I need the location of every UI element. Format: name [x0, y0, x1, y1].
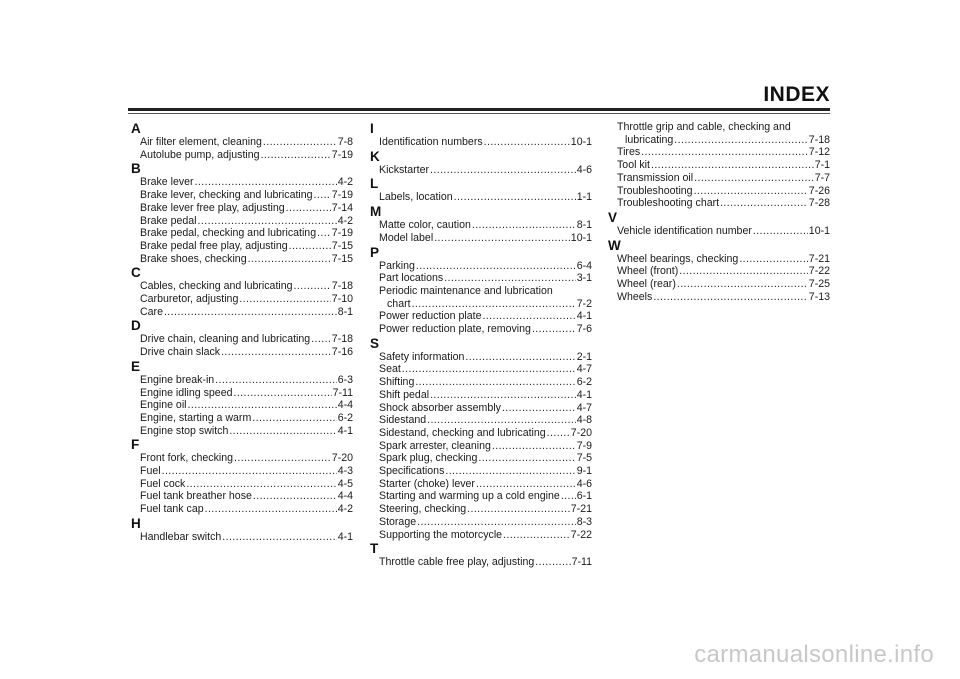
- index-letter-heading: K: [370, 148, 380, 164]
- index-entry-label: Drive chain, cleaning and lubricating: [140, 333, 311, 346]
- dot-leader: [674, 134, 808, 147]
- dot-leader: [694, 185, 808, 198]
- index-entry-label: Wheels: [617, 290, 653, 303]
- dot-leader: [476, 478, 576, 491]
- index-entry-label: Engine stop switch: [140, 424, 229, 437]
- dot-leader: [186, 478, 336, 491]
- dot-leader: [503, 529, 570, 542]
- index-entry: [608, 146, 830, 159]
- dot-leader: [502, 402, 576, 415]
- dot-leader: [188, 399, 337, 412]
- index-entry: [370, 389, 592, 402]
- index-entry-label: Brake lever free play, adjusting: [140, 201, 285, 214]
- index-letter-heading: B: [131, 161, 141, 177]
- index-column-2: [370, 121, 592, 569]
- index-entry: [131, 306, 353, 319]
- index-entry: [131, 503, 353, 516]
- dot-leader: [547, 427, 570, 440]
- index-entry-page: 7-2: [576, 297, 592, 310]
- index-entry-label: Brake lever: [140, 176, 194, 189]
- index-entry-label: Wheel (rear): [617, 278, 676, 291]
- index-letter-heading: I: [370, 121, 374, 136]
- index-entry-page: 7-18: [331, 280, 353, 293]
- index-entry-label: Carburetor, adjusting: [140, 293, 239, 306]
- dot-leader: [162, 465, 337, 478]
- index-entry-label: Shock absorber assembly: [379, 401, 501, 414]
- index-entry: [370, 556, 592, 569]
- page-title: INDEX: [763, 83, 830, 106]
- index-entry: [370, 452, 592, 465]
- index-entry: [131, 452, 353, 465]
- watermark: carmanualsonline.info: [694, 641, 934, 668]
- index-entry-page: 4-7: [576, 401, 592, 414]
- index-entry-page: 7-1: [814, 159, 830, 172]
- index-entry-label: Tool kit: [617, 159, 650, 172]
- index-entry: [370, 164, 592, 177]
- index-entry-label: Handlebar switch: [140, 530, 222, 543]
- index-entry-page: 4-1: [337, 424, 353, 437]
- dot-leader: [195, 176, 337, 189]
- index-letter-heading: F: [131, 437, 140, 453]
- index-entry-label: Fuel tank breather hose: [140, 490, 252, 503]
- index-letter-heading: D: [131, 318, 141, 334]
- dot-leader: [233, 387, 331, 400]
- index-entry: [131, 149, 353, 162]
- index-entry-label: Engine oil: [140, 399, 187, 412]
- index-entry-page: 3-1: [576, 272, 592, 285]
- dot-leader: [434, 232, 570, 245]
- index-entry: [370, 260, 592, 273]
- index-entry-label: Spark plug, checking: [379, 452, 478, 465]
- index-entry-page: 6-1: [576, 490, 592, 503]
- index-entry-label: Vehicle identification number: [617, 224, 752, 237]
- dot-leader: [402, 363, 576, 376]
- index-entry: [131, 136, 353, 149]
- index-entry-page: 7-20: [331, 452, 353, 465]
- dot-leader: [239, 293, 330, 306]
- index-entry-page: 4-8: [576, 414, 592, 427]
- index-entry-page: 4-5: [337, 477, 353, 490]
- dot-leader: [535, 556, 570, 569]
- index-entry-label: Sidestand: [379, 414, 427, 427]
- dot-leader: [412, 298, 576, 311]
- index-entry: [370, 136, 592, 149]
- dot-leader: [164, 306, 337, 319]
- index-letter-heading: T: [370, 541, 379, 557]
- index-entry-label: Shifting: [379, 376, 415, 389]
- index-entry-label: Sidestand, checking and lubricating: [379, 426, 546, 439]
- index-entry: [608, 225, 830, 238]
- index-letter-heading: W: [608, 237, 621, 253]
- index-entry-page: 7-19: [331, 227, 353, 240]
- dot-leader: [222, 531, 336, 544]
- index-entry-page: 10-1: [570, 136, 592, 148]
- index-entry-page: 7-19: [331, 189, 353, 202]
- index-entry: [370, 232, 592, 245]
- dot-leader: [317, 227, 331, 240]
- index-entry: [370, 272, 592, 285]
- index-entry-label: Engine idling speed: [140, 386, 233, 399]
- index-entry: [370, 285, 592, 310]
- dot-leader: [415, 376, 575, 389]
- index-entry: [370, 529, 592, 542]
- index-entry-label: Brake pedal, checking and lubricating: [140, 227, 317, 240]
- index-entry-page: 4-6: [576, 477, 592, 490]
- index-entry-page: 4-1: [576, 310, 592, 323]
- index-letter-heading: V: [608, 209, 618, 225]
- index-entry: [131, 478, 353, 491]
- index-entry-label: Transmission oil: [617, 171, 694, 184]
- index-entry-label: Engine, starting a warm: [140, 411, 252, 424]
- index-entry-label: Throttle grip and cable, checking and: [617, 121, 791, 133]
- dot-leader: [289, 240, 331, 253]
- index-entry: [608, 172, 830, 185]
- index-entry-label: Fuel cock: [140, 477, 186, 490]
- dot-leader: [417, 516, 576, 529]
- index-entry-page: 7-15: [331, 239, 353, 252]
- index-entry-page: 4-2: [337, 176, 353, 189]
- dot-leader: [467, 503, 570, 516]
- index-entry: [370, 363, 592, 376]
- index-entry-page: 7-22: [808, 265, 830, 278]
- index-entry: [608, 291, 830, 304]
- index-entry-label: Spark arrester, cleaning: [379, 439, 491, 452]
- dot-leader: [478, 452, 575, 465]
- index-entry: [131, 387, 353, 400]
- dot-leader: [263, 136, 337, 149]
- index-entry-label: Wheel (front): [617, 265, 679, 278]
- index-entry-label: Specifications: [379, 465, 445, 478]
- index-entry-label-continued: lubricating: [625, 133, 674, 146]
- index-entry: [370, 414, 592, 427]
- index-entry-page: 7-10: [331, 293, 353, 306]
- index-entry-page: 4-1: [337, 530, 353, 543]
- index-entry-page: 4-2: [337, 214, 353, 227]
- index-entry-page: 7-11: [332, 386, 353, 399]
- index-entry: [131, 253, 353, 266]
- index-entry-label: Power reduction plate: [379, 310, 482, 323]
- index-entry-label: Troubleshooting chart: [617, 197, 720, 210]
- index-entry: [370, 516, 592, 529]
- index-entry-label: Fuel: [140, 465, 161, 478]
- index-entry-label: Steering, checking: [379, 503, 467, 516]
- index-column-3: [608, 121, 830, 303]
- index-entry-page: 10-1: [570, 231, 592, 244]
- dot-leader: [314, 189, 331, 202]
- index-entry-label: Part locations: [379, 272, 444, 285]
- index-entry: [370, 427, 592, 440]
- index-entry: [131, 465, 353, 478]
- index-entry: [608, 265, 830, 278]
- dot-leader: [753, 225, 808, 238]
- dot-leader: [444, 272, 576, 285]
- index-entry-label: Labels, location: [379, 191, 453, 204]
- dot-leader: [739, 253, 807, 266]
- index-entry-page: 8-1: [337, 305, 353, 318]
- index-entry-label: Identification numbers: [379, 136, 483, 148]
- index-entry-page: 4-4: [337, 490, 353, 503]
- index-entry: [608, 253, 830, 266]
- index-entry: [131, 240, 353, 253]
- dot-leader: [677, 278, 808, 291]
- dot-leader: [215, 374, 336, 387]
- index-entry: [131, 227, 353, 240]
- index-entry-label: Throttle cable free play, adjusting: [379, 556, 535, 569]
- dot-leader: [311, 333, 331, 346]
- index-entry-label: Periodic maintenance and lubrication: [379, 284, 553, 297]
- index-entry: [370, 490, 592, 503]
- index-entry: [131, 490, 353, 503]
- index-entry-page: 7-12: [808, 146, 830, 159]
- index-entry: [608, 185, 830, 198]
- index-entry-page: 6-2: [337, 411, 353, 424]
- index-entry: [608, 121, 830, 146]
- dot-leader: [484, 136, 570, 149]
- index-entry: [370, 503, 592, 516]
- index-entry: [131, 189, 353, 202]
- index-letter-heading: L: [370, 176, 379, 192]
- index-entry: [608, 159, 830, 172]
- index-entry: [370, 440, 592, 453]
- dot-leader: [248, 253, 331, 266]
- index-entry-page: 7-14: [331, 201, 353, 214]
- index-entry-label: Starter (choke) lever: [379, 477, 475, 490]
- index-entry: [370, 310, 592, 323]
- index-entry-label: Brake pedal free play, adjusting: [140, 239, 288, 252]
- dot-leader: [221, 346, 331, 359]
- index-entry: [370, 376, 592, 389]
- dot-leader: [561, 490, 576, 503]
- dot-leader: [720, 197, 808, 210]
- dot-leader: [465, 351, 575, 364]
- index-entry-page: 8-3: [576, 515, 592, 528]
- index-entry-page: 4-1: [576, 388, 592, 401]
- title-rule-thin: [128, 113, 830, 114]
- index-entry: [131, 202, 353, 215]
- index-entry-label: Kickstarter: [379, 163, 430, 176]
- dot-leader: [641, 146, 808, 159]
- index-letter-heading: M: [370, 204, 382, 220]
- index-entry: [370, 351, 592, 364]
- index-entry-label: Power reduction plate, removing: [379, 323, 531, 336]
- dot-leader: [482, 310, 575, 323]
- dot-leader: [694, 172, 814, 185]
- dot-leader: [261, 149, 331, 162]
- dot-leader: [532, 323, 576, 336]
- index-entry: [608, 278, 830, 291]
- index-entry-label: Fuel tank cap: [140, 503, 204, 516]
- dot-leader: [653, 291, 807, 304]
- index-entry: [131, 412, 353, 425]
- index-entry-page: 1-1: [576, 191, 592, 204]
- dot-leader: [253, 490, 337, 503]
- index-entry-page: 7-21: [570, 503, 592, 516]
- index-entry-page: 7-19: [331, 148, 353, 161]
- index-letter-heading: C: [131, 265, 141, 281]
- title-rule: [128, 108, 830, 111]
- index-entry-label-continued: chart: [387, 297, 411, 310]
- index-entry-label: Parking: [379, 259, 415, 272]
- index-entry-page: 7-6: [576, 323, 592, 336]
- dot-leader: [454, 191, 576, 204]
- dot-leader: [294, 280, 331, 293]
- index-entry-page: 7-5: [576, 452, 592, 465]
- index-entry-label: Tires: [617, 146, 641, 159]
- index-letter-heading: A: [131, 121, 141, 136]
- index-entry: [370, 191, 592, 204]
- index-entry-label: Air filter element, cleaning: [140, 136, 262, 148]
- index-entry-page: 7-13: [808, 290, 830, 303]
- index-entry-page: 4-4: [337, 399, 353, 412]
- index-entry-label: Safety information: [379, 350, 465, 363]
- index-entry: [131, 176, 353, 189]
- index-entry-page: 7-15: [331, 252, 353, 265]
- index-entry-label: Model label: [379, 231, 434, 244]
- index-entry-page: 7-9: [576, 439, 592, 452]
- index-entry-page: 7-16: [331, 346, 353, 359]
- dot-leader: [252, 412, 336, 425]
- index-entry-page: 10-1: [808, 224, 830, 237]
- dot-leader: [427, 414, 576, 427]
- dot-leader: [198, 215, 337, 228]
- index-entry-label: Front fork, checking: [140, 452, 234, 465]
- index-entry: [131, 215, 353, 228]
- index-entry: [131, 280, 353, 293]
- index-entry: [131, 399, 353, 412]
- dot-leader: [205, 503, 337, 516]
- dot-leader: [234, 452, 331, 465]
- index-entry: [370, 323, 592, 336]
- index-entry: [131, 531, 353, 544]
- index-entry: [370, 219, 592, 232]
- index-entry: [131, 374, 353, 387]
- dot-leader: [430, 164, 576, 177]
- dot-leader: [472, 219, 576, 232]
- index-entry-label: Troubleshooting: [617, 184, 693, 197]
- index-entry-label: Shift pedal: [379, 388, 430, 401]
- index-letter-heading: H: [131, 515, 141, 531]
- index-entry-page: 7-11: [571, 556, 592, 569]
- index-entry: [131, 333, 353, 346]
- dot-leader: [229, 425, 336, 438]
- index-entry-page: 2-1: [576, 350, 592, 363]
- index-entry-page: 7-18: [331, 333, 353, 346]
- index-letter-heading: P: [370, 244, 380, 260]
- index-entry-label: Wheel bearings, checking: [617, 252, 739, 265]
- index-entry-page: 4-3: [337, 465, 353, 478]
- index-entry-label: Autolube pump, adjusting: [140, 148, 260, 161]
- index-entry-page: 7-20: [570, 426, 592, 439]
- index-entry-label: Seat: [379, 363, 401, 376]
- index-entry-page: 8-1: [576, 219, 592, 232]
- dot-leader: [445, 465, 575, 478]
- dot-leader: [286, 202, 331, 215]
- index-entry-label: Cables, checking and lubricating: [140, 280, 293, 293]
- index-entry-label: Drive chain slack: [140, 346, 221, 359]
- index-entry-page: 7-26: [808, 184, 830, 197]
- index-letter-heading: E: [131, 358, 141, 374]
- index-entry-page: 7-21: [808, 252, 830, 265]
- index-entry: [131, 346, 353, 359]
- index-entry-page: 7-25: [808, 278, 830, 291]
- index-entry-page: 6-4: [576, 259, 592, 272]
- index-entry-page: 4-6: [576, 163, 592, 176]
- index-entry-page: 7-28: [808, 197, 830, 210]
- index-entry: [370, 478, 592, 491]
- index-entry-page: 6-2: [576, 376, 592, 389]
- index-entry-label: Storage: [379, 515, 417, 528]
- index-entry: [131, 293, 353, 306]
- dot-leader: [416, 260, 576, 273]
- index-entry-page: 4-7: [576, 363, 592, 376]
- index-entry-label: Brake pedal: [140, 214, 197, 227]
- index-entry-label: Brake shoes, checking: [140, 252, 247, 265]
- index-entry-label: Engine break-in: [140, 373, 215, 386]
- index-entry-page: 9-1: [576, 465, 592, 478]
- index-column-1: [131, 121, 353, 544]
- index-entry-page: 4-2: [337, 503, 353, 516]
- index-entry-page: 7-7: [814, 171, 830, 184]
- dot-leader: [430, 389, 576, 402]
- index-entry-page: 7-8: [337, 136, 353, 148]
- index-entry-label: Matte color, caution: [379, 219, 471, 232]
- index-entry: [370, 465, 592, 478]
- index-entry: [131, 425, 353, 438]
- index-entry-page: 6-3: [337, 373, 353, 386]
- index-entry-label: Care: [140, 305, 163, 318]
- index-entry-page: 7-22: [570, 528, 592, 541]
- index-entry: [608, 197, 830, 210]
- dot-leader: [651, 159, 814, 172]
- dot-leader: [679, 265, 808, 278]
- dot-leader: [492, 440, 576, 453]
- index-entry-page: 7-18: [808, 133, 830, 146]
- index-entry-label: Supporting the motorcycle: [379, 528, 503, 541]
- index-entry: [370, 402, 592, 415]
- index-entry-label: Brake lever, checking and lubricating: [140, 189, 313, 202]
- index-entry-label: Starting and warming up a cold engine: [379, 490, 560, 503]
- index-letter-heading: S: [370, 335, 380, 351]
